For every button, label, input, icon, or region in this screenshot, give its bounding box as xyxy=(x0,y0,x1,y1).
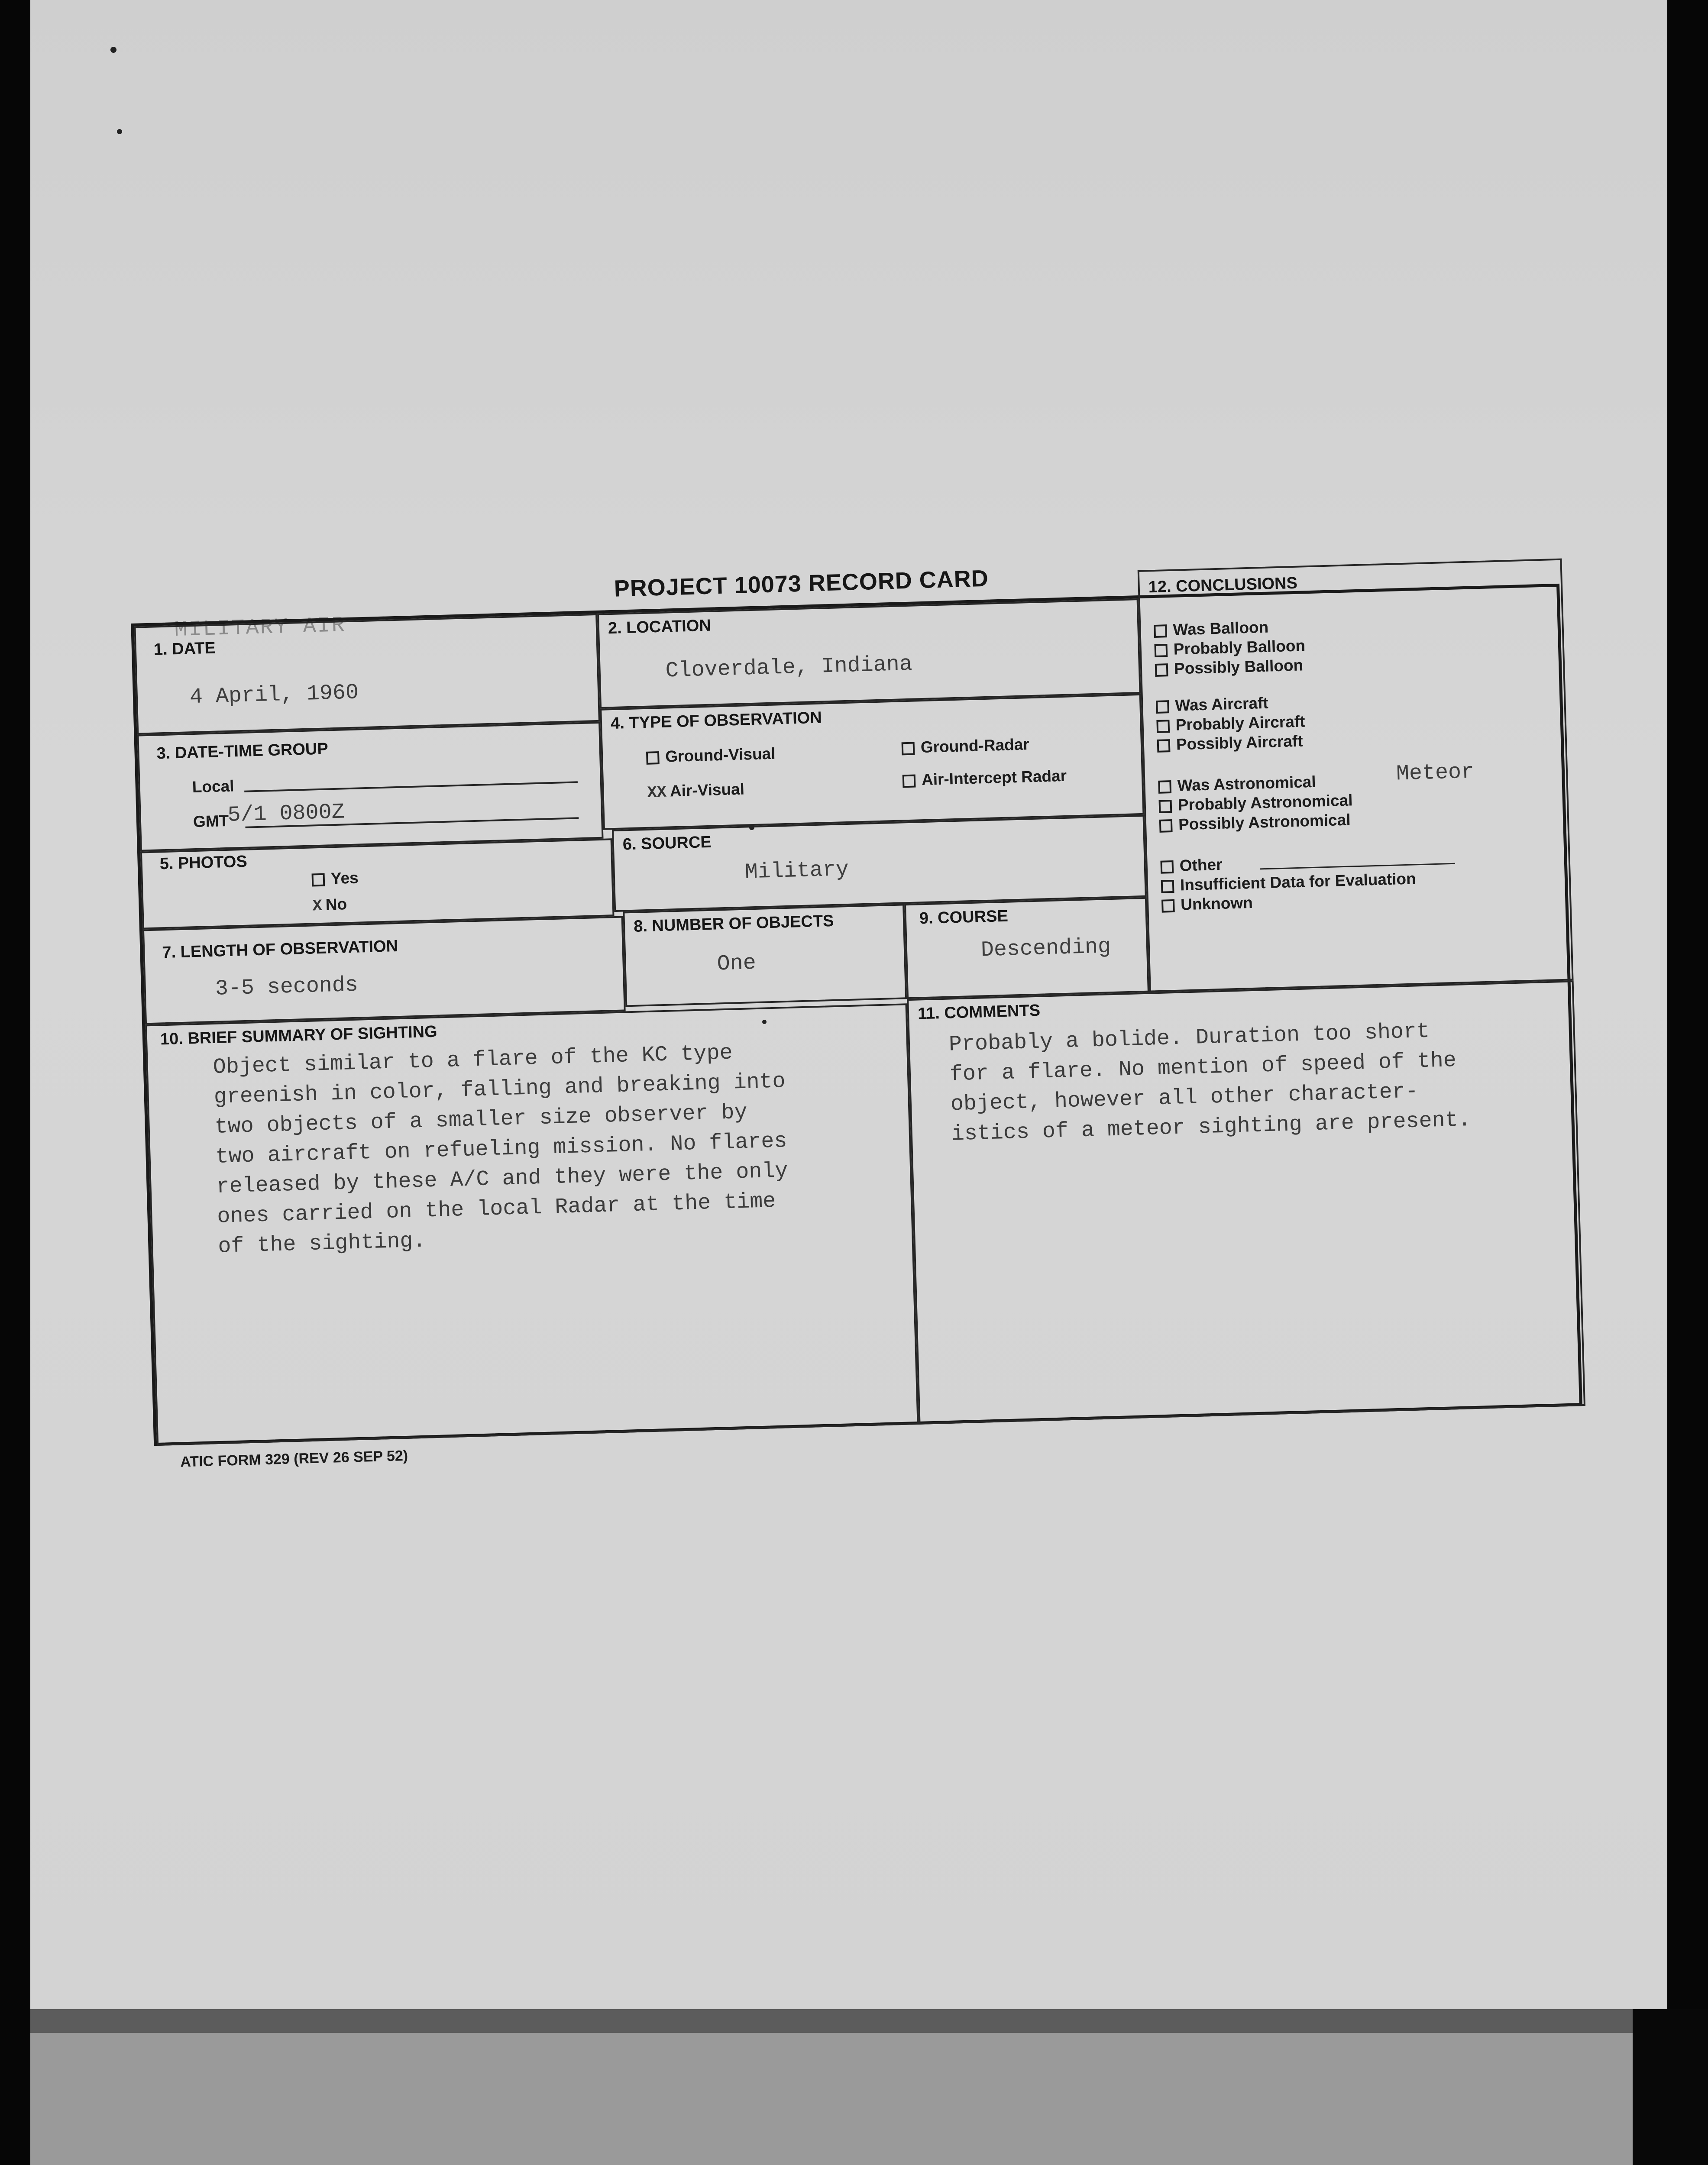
lower-sheet xyxy=(30,2009,1667,2165)
number-cell xyxy=(623,904,907,1007)
dtg-cell xyxy=(137,722,603,852)
conclusion-possibly-balloon: Possibly Balloon xyxy=(1155,656,1304,679)
gmt-label: GMT xyxy=(193,811,229,831)
option-photos-yes: Yes xyxy=(311,869,359,889)
conclusion-was-aircraft: Was Aircraft xyxy=(1156,694,1268,715)
form-identifier: ATIC FORM 329 (REV 26 SEP 52) xyxy=(180,1447,408,1470)
check-mark-icon: X xyxy=(312,897,323,916)
comments-line: istics of a meteor sighting are present. xyxy=(951,1108,1472,1147)
option-air-visual: XX Air-Visual xyxy=(647,780,745,802)
date-value: 4 April, 1960 xyxy=(189,680,359,710)
film-edge xyxy=(1633,2009,1708,2165)
checkbox-icon xyxy=(1161,880,1174,893)
checkbox-icon xyxy=(1157,739,1171,753)
comments-line: for a flare. No mention of speed of the xyxy=(949,1048,1457,1087)
conclusion-insufficient-data: Insufficient Data for Evaluation xyxy=(1161,869,1416,895)
conclusion-probably-aircraft: Probably Aircraft xyxy=(1156,712,1305,735)
comments-cell xyxy=(907,980,1585,1425)
summary-line: two objects of a smaller size observer by xyxy=(214,1100,748,1140)
course-cell xyxy=(904,897,1149,999)
observation-type-cell xyxy=(600,694,1144,830)
source-stamp: MILITARY AIR xyxy=(174,613,346,643)
conclusion-unknown: Unknown xyxy=(1161,894,1253,914)
conclusion-was-astronomical: Was Astronomical xyxy=(1158,773,1316,795)
local-label: Local xyxy=(192,777,235,796)
shadow-band xyxy=(30,2009,1667,2033)
dtg-label: 3. DATE-TIME GROUP xyxy=(156,740,329,763)
conclusions-cell xyxy=(1138,559,1574,992)
checkbox-icon xyxy=(312,873,325,887)
local-line xyxy=(244,781,578,792)
other-line xyxy=(1260,863,1455,870)
dust-speck xyxy=(117,129,122,134)
source-cell xyxy=(612,815,1147,912)
number-value: One xyxy=(716,950,757,977)
conclusion-possibly-aircraft: Possibly Aircraft xyxy=(1157,732,1303,754)
option-air-intercept-radar: Air-Intercept Radar xyxy=(902,767,1067,790)
date-label: 1. DATE xyxy=(153,639,216,659)
checkbox-icon xyxy=(1159,800,1172,813)
checkbox-icon xyxy=(1155,644,1168,657)
option-ground-visual: Ground-Visual xyxy=(646,745,776,766)
summary-line: Object similar to a flare of the KC type xyxy=(213,1040,733,1080)
conclusion-was-balloon: Was Balloon xyxy=(1154,618,1269,640)
option-photos-no: X No xyxy=(312,895,347,916)
length-value: 3-5 seconds xyxy=(215,973,359,1002)
summary-line: two aircraft on refueling mission. No flares xyxy=(215,1129,788,1170)
checkbox-icon xyxy=(1156,720,1170,733)
checkbox-icon xyxy=(1159,819,1173,833)
checkbox-icon xyxy=(1161,899,1175,913)
source-label: 6. SOURCE xyxy=(622,833,712,854)
checkbox-icon xyxy=(1160,860,1174,874)
summary-line: ones carried on the local Radar at the time xyxy=(217,1189,776,1229)
conclusion-probably-balloon: Probably Balloon xyxy=(1154,637,1305,659)
checkbox-icon xyxy=(1156,700,1169,714)
course-label: 9. COURSE xyxy=(919,907,1009,928)
number-label: 8. NUMBER OF OBJECTS xyxy=(633,911,835,936)
record-card xyxy=(130,549,1592,1498)
gmt-value: 5/1 0800Z xyxy=(227,800,345,828)
checkbox-icon xyxy=(902,742,915,756)
summary-line: released by these A/C and they were the only xyxy=(216,1159,789,1199)
check-mark-icon: XX xyxy=(647,783,667,802)
checkbox-icon xyxy=(1155,663,1168,677)
location-cell xyxy=(597,598,1141,709)
source-value: Military xyxy=(744,857,849,885)
summary-label: 10. BRIEF SUMMARY OF SIGHTING xyxy=(160,1022,438,1049)
card-title: PROJECT 10073 RECORD CARD xyxy=(613,565,989,602)
length-cell xyxy=(142,916,626,1025)
comments-line: Probably a bolide. Duration too short xyxy=(948,1019,1430,1057)
observation-type-label: 4. TYPE OF OBSERVATION xyxy=(610,708,822,733)
conclusion-probably-astronomical: Probably Astronomical xyxy=(1158,791,1353,814)
conclusion-possibly-astronomical: Possibly Astronomical xyxy=(1159,811,1351,834)
photos-cell xyxy=(140,838,615,929)
location-value: Cloverdale, Indiana xyxy=(665,652,913,684)
summary-cell xyxy=(145,1003,919,1446)
location-label: 2. LOCATION xyxy=(608,616,712,638)
comments-text xyxy=(948,1015,1471,1149)
summary-line: greenish in color, falling and breaking into xyxy=(214,1069,786,1110)
checkbox-icon xyxy=(646,751,660,765)
course-value: Descending xyxy=(980,934,1111,963)
checkbox-icon xyxy=(1154,624,1167,638)
astronomical-note: Meteor xyxy=(1396,759,1475,787)
checkbox-icon xyxy=(903,775,916,788)
conclusions-label: 12. CONCLUSIONS xyxy=(1148,574,1298,597)
photos-label: 5. PHOTOS xyxy=(159,852,248,873)
comments-line: object, however all other character- xyxy=(950,1079,1419,1117)
comments-label: 11. COMMENTS xyxy=(917,1001,1041,1023)
summary-text xyxy=(213,1037,790,1262)
dust-speck xyxy=(110,47,116,53)
length-label: 7. LENGTH OF OBSERVATION xyxy=(162,937,398,962)
conclusion-other: Other xyxy=(1160,856,1223,876)
option-ground-radar: Ground-Radar xyxy=(901,735,1029,757)
date-cell xyxy=(134,614,600,735)
checkbox-icon xyxy=(1158,780,1171,794)
summary-line: of the sighting. xyxy=(217,1228,427,1259)
